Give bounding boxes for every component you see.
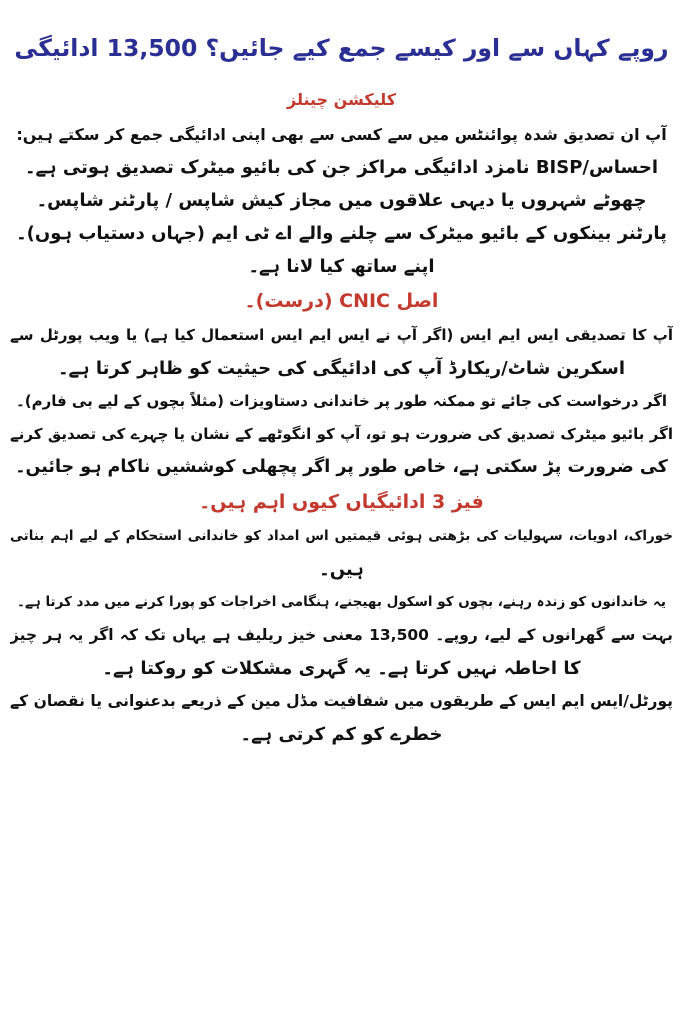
biometric-verification-line: اگر بائیو میٹرک تصدیق کی ضرورت ہو تو، آپ کو انگوٹھے کے نشان یا چہرے کی تصدیق کرنے [10,425,673,443]
family-documents-line: اگر درخواست کی جائے تو ممکنہ طور پر خاندانی دستاویزات (مثلاً بچوں کے لیے بی فارم)۔ [15,392,668,410]
rising-costs-line: خوراک، ادویات، سہولیات کی بڑھتی ہوئی قیمتیں اس امداد کو خاندانی استحکام کے لیے اہم بناتی [10,528,673,544]
meaningful-relief-line-end: کا احاطہ نہیں کرتا ہے۔ یہ گہری مشکلات کو روکتا ہے۔ [102,658,581,679]
collection-channels-subtitle: کلیکشن چینلز [287,90,396,109]
screenshot-record-line: اسکرین شاٹ/ریکارڈ آپ کی ادائیگی کی حیثیت کو ظاہر کرتا ہے۔ [57,358,626,379]
collection-point-atms: پارٹنر بینکوں کے بائیو میٹرک سے چلنے والے اے ٹی ایم (جہاں دستیاب ہوں)۔ [16,223,667,244]
transparency-line: پورٹل/ایس ایم ایس کے طریقوں میں شفافیت مڈل مین کے ذریعے بدعنوانی یا نقصان کے [10,692,673,710]
transparency-line-end: خطرے کو کم کرتی ہے۔ [240,724,443,745]
original-cnic-heading: اصل CNIC (درست)۔ [244,290,439,312]
family-support-line: یہ خاندانوں کو زندہ رہنے، بچوں کو اسکول بھیجنے، ہنگامی اخراجات کو پورا کرنے میں مدد کرتا ہے۔ [17,594,666,610]
collection-points-intro: آپ ان تصدیق شدہ پوائنٹس میں سے کسی سے بھی اپنی ادائیگی جمع کر سکتے ہیں: [16,125,667,144]
collection-point-bisp-centres: احساس/BISP نامزد ادائیگی مراکز جن کی بائیو میٹرک تصدیق ہوتی ہے۔ [24,157,659,178]
sms-confirmation-line: آپ کا تصدیقی ایس ایم ایس (اگر آپ نے ایس ایم ایس استعمال کیا ہے) یا ویب پورٹل سے [10,326,673,344]
page-title: روپے کہاں سے اور کیسے جمع کیے جائیں؟ 13,500 ادائیگی [14,34,669,62]
what-to-bring-line: اپنے ساتھ کیا لانا ہے۔ [248,256,435,277]
collection-point-cash-shops: چھوٹے شہروں یا دیہی علاقوں میں مجاز کیش شاپس / پارٹنر شاپس۔ [36,190,647,211]
meaningful-relief-line: بہت سے گھرانوں کے لیے، روپے۔ 13,500 معنی خیز ریلیف ہے یہاں تک کہ اگر یہ ہر چیز [10,626,673,644]
rising-costs-line-end: ہیں۔ [319,559,364,580]
biometric-retry-line: کی ضرورت پڑ سکتی ہے، خاص طور پر اگر پچھلی کوششیں ناکام ہو جائیں۔ [15,457,668,477]
phase-3-importance-heading: فیز 3 ادائیگیاں کیوں اہم ہیں۔ [199,491,484,513]
